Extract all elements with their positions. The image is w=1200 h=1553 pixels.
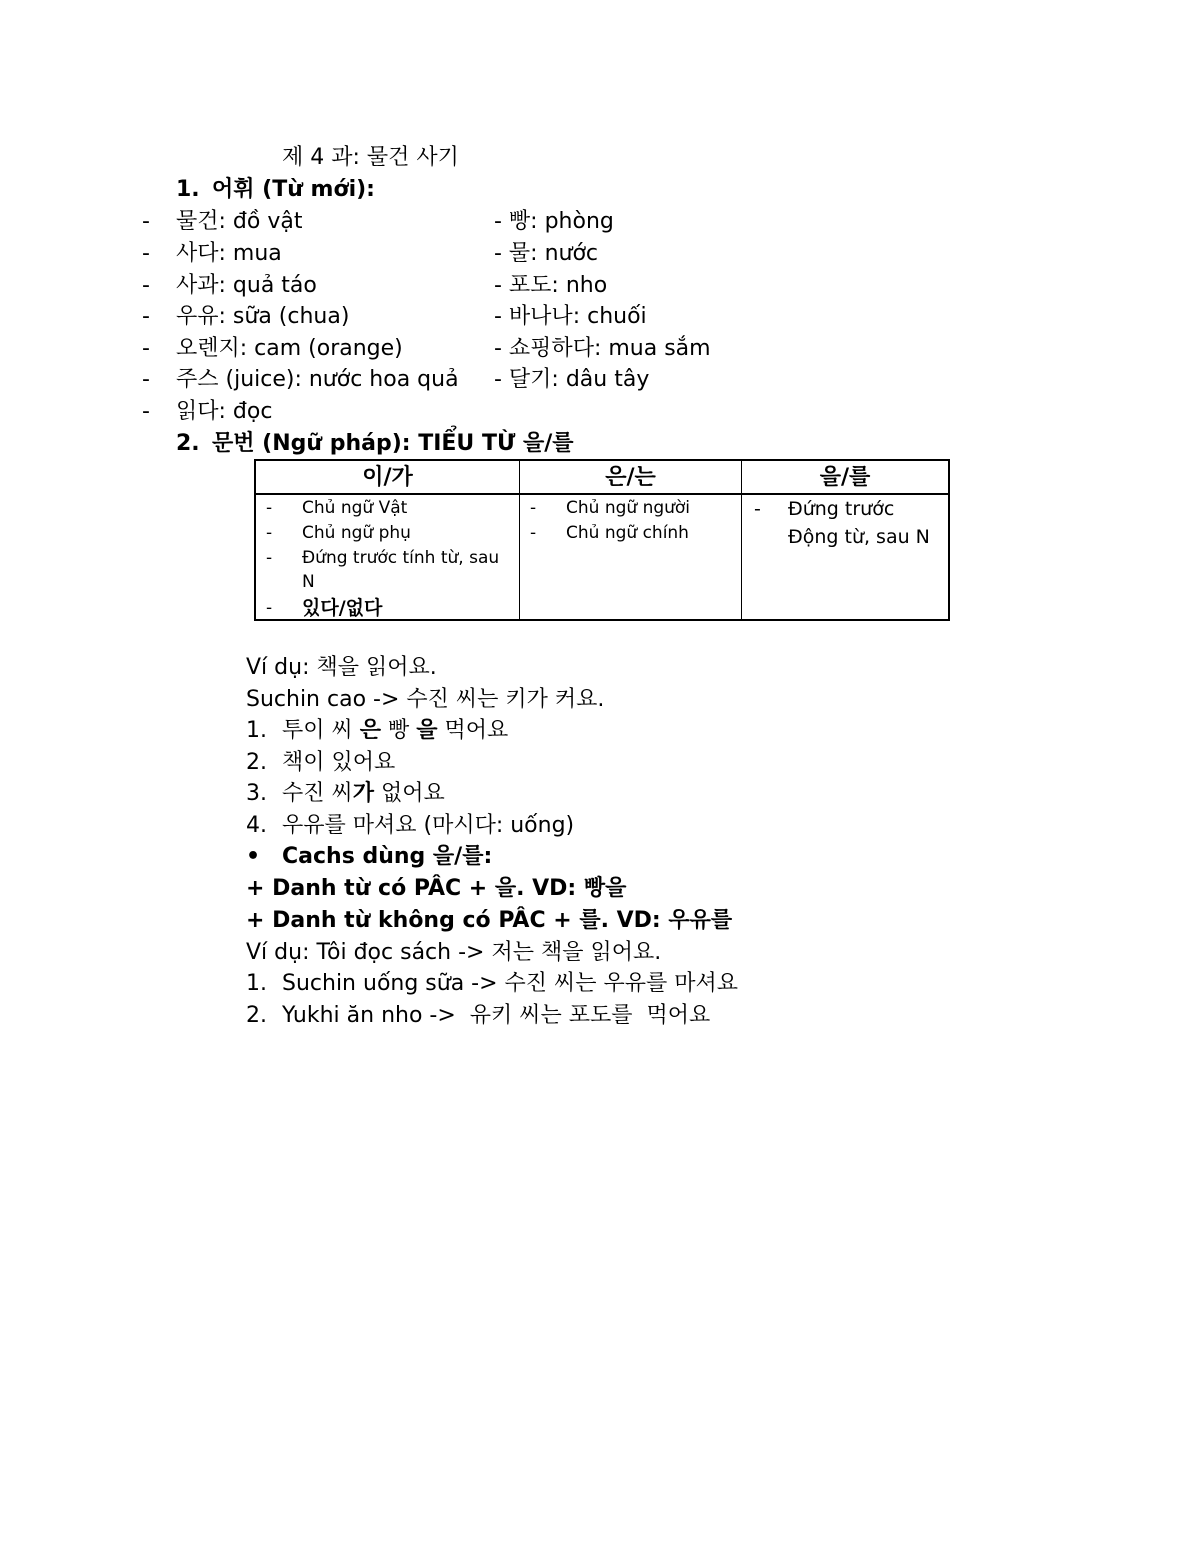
example-line: Ví dụ: 책을 읽어요. <box>246 655 437 680</box>
list-dash: - <box>142 336 150 361</box>
list-dash: - <box>530 523 537 543</box>
section-1-number: 1. <box>176 177 200 202</box>
particle: 은 <box>359 718 382 743</box>
example-item: Yukhi ăn nho -> 유키 씨는 포도를 먹어요 <box>282 1003 711 1028</box>
list-dash: - <box>142 367 150 392</box>
grammar-table <box>254 459 950 621</box>
vocab-item: 읽다: đọc <box>176 399 273 424</box>
example-text: 수진 씨 <box>282 781 353 806</box>
example-item: Suchin uống sữa -> 수진 씨는 우유를 마셔요 <box>282 971 739 996</box>
list-dash: - <box>142 273 150 298</box>
table-column-iga <box>256 461 520 619</box>
vocab-item: - 바나나: chuối <box>494 304 647 329</box>
table-column-eunneun <box>520 461 742 619</box>
section-2-heading: 문번 (Ngữ pháp): TIỂU TỪ 을/를 <box>212 431 574 456</box>
table-cell-line: Đứng trước tính từ, sau <box>302 548 500 568</box>
vocab-item: 물건: đồ vật <box>176 209 303 234</box>
usage-rule: + Danh từ không có PÂC + 를. VD: 우유를 <box>246 908 733 933</box>
example-number: 3. <box>246 781 267 806</box>
example-line: Ví dụ: Tôi đọc sách -> 저는 책을 읽어요. <box>246 940 662 965</box>
list-dash: - <box>142 209 150 234</box>
table-cell-line: 있다/없다 <box>302 597 383 619</box>
example-number: 1. <box>246 718 267 743</box>
example-line: Suchin cao -> 수진 씨는 키가 커요. <box>246 687 605 712</box>
example-item <box>282 780 445 808</box>
example-number: 1. <box>246 971 267 996</box>
example-number: 4. <box>246 813 267 838</box>
example-text: 투이 씨 <box>282 718 360 743</box>
vocab-item: - 쇼핑하다: mua sắm <box>494 336 711 361</box>
example-text: 없어요 <box>374 781 445 806</box>
list-dash: - <box>530 498 537 518</box>
table-cell-line: Chủ ngữ chính <box>566 523 689 543</box>
example-item: 책이 있어요 <box>282 750 396 775</box>
vocab-item: 주스 (juice): nước hoa quả <box>176 367 459 392</box>
list-dash: - <box>266 523 273 543</box>
list-dash: - <box>266 548 273 568</box>
bullet-icon: • <box>246 844 261 869</box>
list-dash: - <box>142 399 150 424</box>
vocab-item: - 달기: dâu tây <box>494 367 650 392</box>
table-cell-line: Chủ ngữ phụ <box>302 523 411 543</box>
example-item: 우유를 마셔요 (마시다: uống) <box>282 813 575 838</box>
usage-rule: + Danh từ có PÂC + 을. VD: 빵을 <box>246 876 627 901</box>
vocab-item: - 물: nước <box>494 241 599 266</box>
lesson-title: 제 4 과: 물건 사기 <box>282 145 459 170</box>
table-cell-line: Chủ ngữ Vật <box>302 498 408 518</box>
vocab-item: - 포도: nho <box>494 273 608 298</box>
list-dash: - <box>266 598 273 618</box>
example-text: 빵 <box>381 718 417 743</box>
example-item <box>282 717 508 745</box>
table-header: 을/를 <box>742 461 948 495</box>
vocab-item: 우유: sữa (chua) <box>176 304 350 329</box>
example-text: 먹어요 <box>437 718 509 743</box>
table-column-eulreul <box>742 461 948 619</box>
vocab-item: 사과: quả táo <box>176 273 317 298</box>
section-2-number: 2. <box>176 431 200 456</box>
table-cell-line: Chủ ngữ người <box>566 498 691 518</box>
table-header: 은/는 <box>520 461 741 495</box>
list-dash: - <box>266 498 273 518</box>
table-cell-line: Đứng trước <box>788 498 895 520</box>
list-dash: - <box>754 498 761 520</box>
particle: 을 <box>416 718 438 743</box>
example-number: 2. <box>246 1003 267 1028</box>
list-dash: - <box>142 241 150 266</box>
table-header: 이/가 <box>256 461 519 495</box>
table-cell-line: Động từ, sau N <box>788 526 930 548</box>
table-cell-line: N <box>302 572 315 592</box>
vocab-item: - 빵: phòng <box>494 209 614 234</box>
vocab-item: 사다: mua <box>176 241 282 266</box>
example-number: 2. <box>246 750 267 775</box>
usage-heading: Cachs dùng 을/를: <box>282 844 493 869</box>
section-1-heading: 어휘 (Từ mới): <box>212 177 375 202</box>
list-dash: - <box>142 304 150 329</box>
vocab-item: 오렌지: cam (orange) <box>176 336 403 361</box>
particle: 가 <box>352 781 375 806</box>
